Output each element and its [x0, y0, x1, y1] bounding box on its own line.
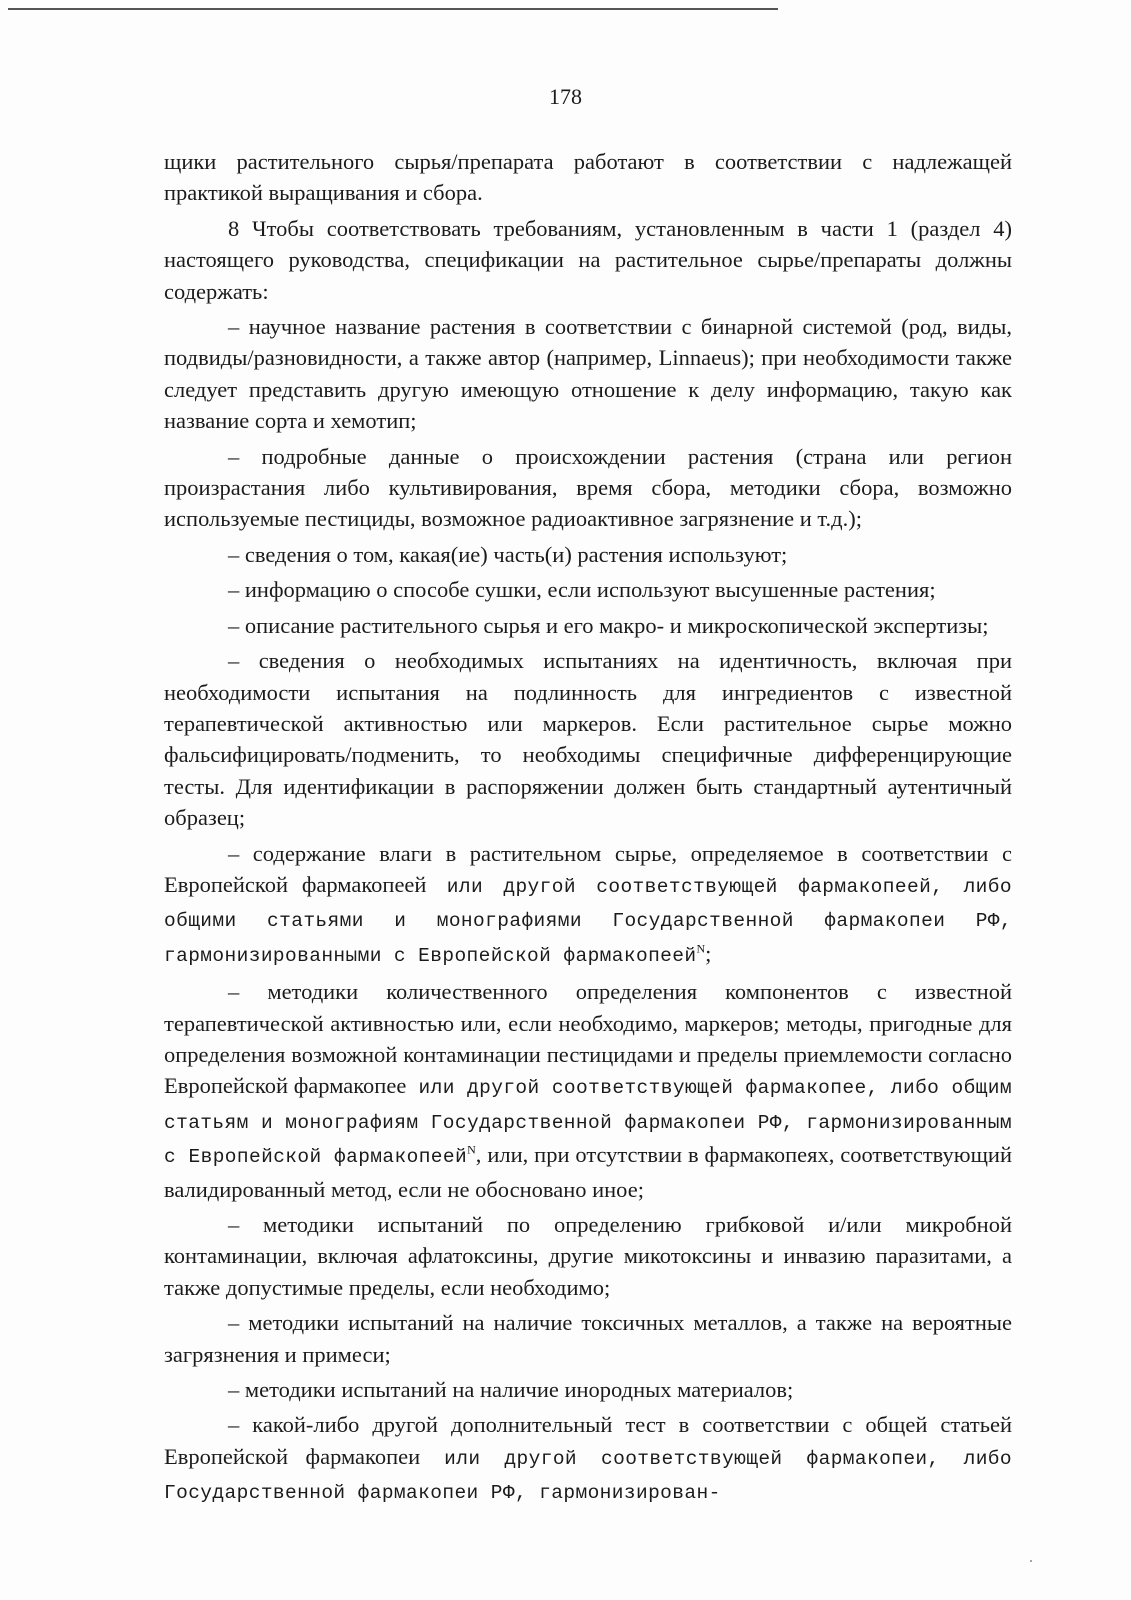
paragraph	[164, 976, 1012, 1205]
body-text	[164, 146, 1012, 1514]
paragraph	[164, 311, 1012, 437]
inserted-national-text: или другой соответствующей фармакопее, либо общим статьям и монографиям Государственной фармакопеи РФ, гармонизированным с Европейской фармакопеей	[164, 1077, 1012, 1169]
paragraph-text: – сведения о том, какая(ие) часть(и) растения используют;	[228, 541, 788, 567]
paragraph-tail: ;	[705, 940, 712, 966]
national-footnote-mark: N	[467, 1142, 476, 1157]
paragraph-text: – методики количественного определения компонентов с известной терапевтической активностью или, если необходимо, маркеров; методы, пригодные для определения возможной контаминации пестицидами и пределы приемлемости согласно Европейской фармакопее	[164, 979, 1012, 1099]
paragraph-text: – научное название растения в соответствии с бинарной системой (род, виды, подвиды/разновидности, а также автор (например, Linnaeus); при необходимости также следует представить другую имеющую отношение к делу информацию, такую как название сорта и хемотип;	[164, 314, 1012, 434]
national-footnote-mark: N	[696, 941, 706, 956]
top-rule	[8, 8, 778, 10]
paragraph-text: щики растительного сырья/препарата работают в соответствии с надлежащей практикой выращивания и сбора.	[164, 149, 1012, 206]
inserted-national-text: или другой соответствующей фармакопеи, либо Государственной фармакопеи РФ, гармонизирован-	[164, 1447, 1013, 1505]
page-number: 178	[549, 84, 582, 109]
paragraph	[164, 1409, 1012, 1509]
paragraph	[164, 574, 1012, 605]
paragraph	[164, 213, 1012, 307]
paragraph-text: – какой-либо другой дополнительный тест в соответствии с общей статьей Европейской фармакопеи	[164, 1412, 1012, 1469]
paragraph	[164, 610, 1012, 641]
paragraph	[164, 838, 1012, 973]
paragraph	[164, 1307, 1012, 1370]
paragraph	[164, 1374, 1012, 1405]
paragraph-text: – содержание влаги в растительном сырье, определяемое в соответствии с Европейской фармакопеей	[164, 840, 1012, 897]
inserted-national-text: или другой соответствующей фармакопеей, либо общими статьями и монографиями Государственной фармакопеи РФ, гармонизированными с Европейской фармакопеей	[164, 875, 1012, 967]
paragraph-text: – методики испытаний на наличие токсичных металлов, а также на вероятные загрязнения и примеси;	[164, 1310, 1012, 1367]
paragraph	[164, 441, 1012, 535]
paragraph-text: – описание растительного сырья и его макро- и микроскопической экспертизы;	[228, 612, 989, 638]
paragraph	[164, 539, 1012, 570]
paragraph	[164, 1209, 1012, 1303]
paragraph-text: – методики испытаний на наличие инородных материалов;	[228, 1377, 794, 1403]
paragraph-text: 8 Чтобы соответствовать требованиям, установленным в части 1 (раздел 4) настоящего руководства, спецификации на растительное сырье/препараты должны содержать:	[164, 215, 1012, 304]
paragraph-text: – информацию о способе сушки, если используют высушенные растения;	[228, 577, 936, 603]
paragraph-text: – методики испытаний по определению грибковой и/или микробной контаминации, включая афлатоксины, другие микотоксины и инвазию паразитами, а также допустимые пределы, если необходимо;	[164, 1212, 1012, 1300]
paragraph-tail: , или, при отсутствии в фармакопеях, соответствующий валидированный метод, если не обосновано иное;	[164, 1142, 1012, 1202]
paragraph	[164, 645, 1012, 833]
paragraph-text: – подробные данные о происхождении растения (страна или регион произрастания либо культивирования, время сбора, методики сбора, возможно используемые пестициды, возможное радиоактивное загрязнение и т.д.);	[164, 443, 1012, 532]
scan-speck	[1030, 1560, 1032, 1562]
paragraph	[164, 146, 1012, 209]
paragraph-text: – сведения о необходимых испытаниях на идентичность, включая при необходимости испытания на подлинность для ингредиентов с известной терапевтической активностью или маркеров. Если растительное сырье можно фальсифицировать/подменить, то необходимы специфичные дифференцирующие тесты. Для идентификации в распоряжении должен быть стандартный аутентичный образец;	[164, 648, 1012, 831]
